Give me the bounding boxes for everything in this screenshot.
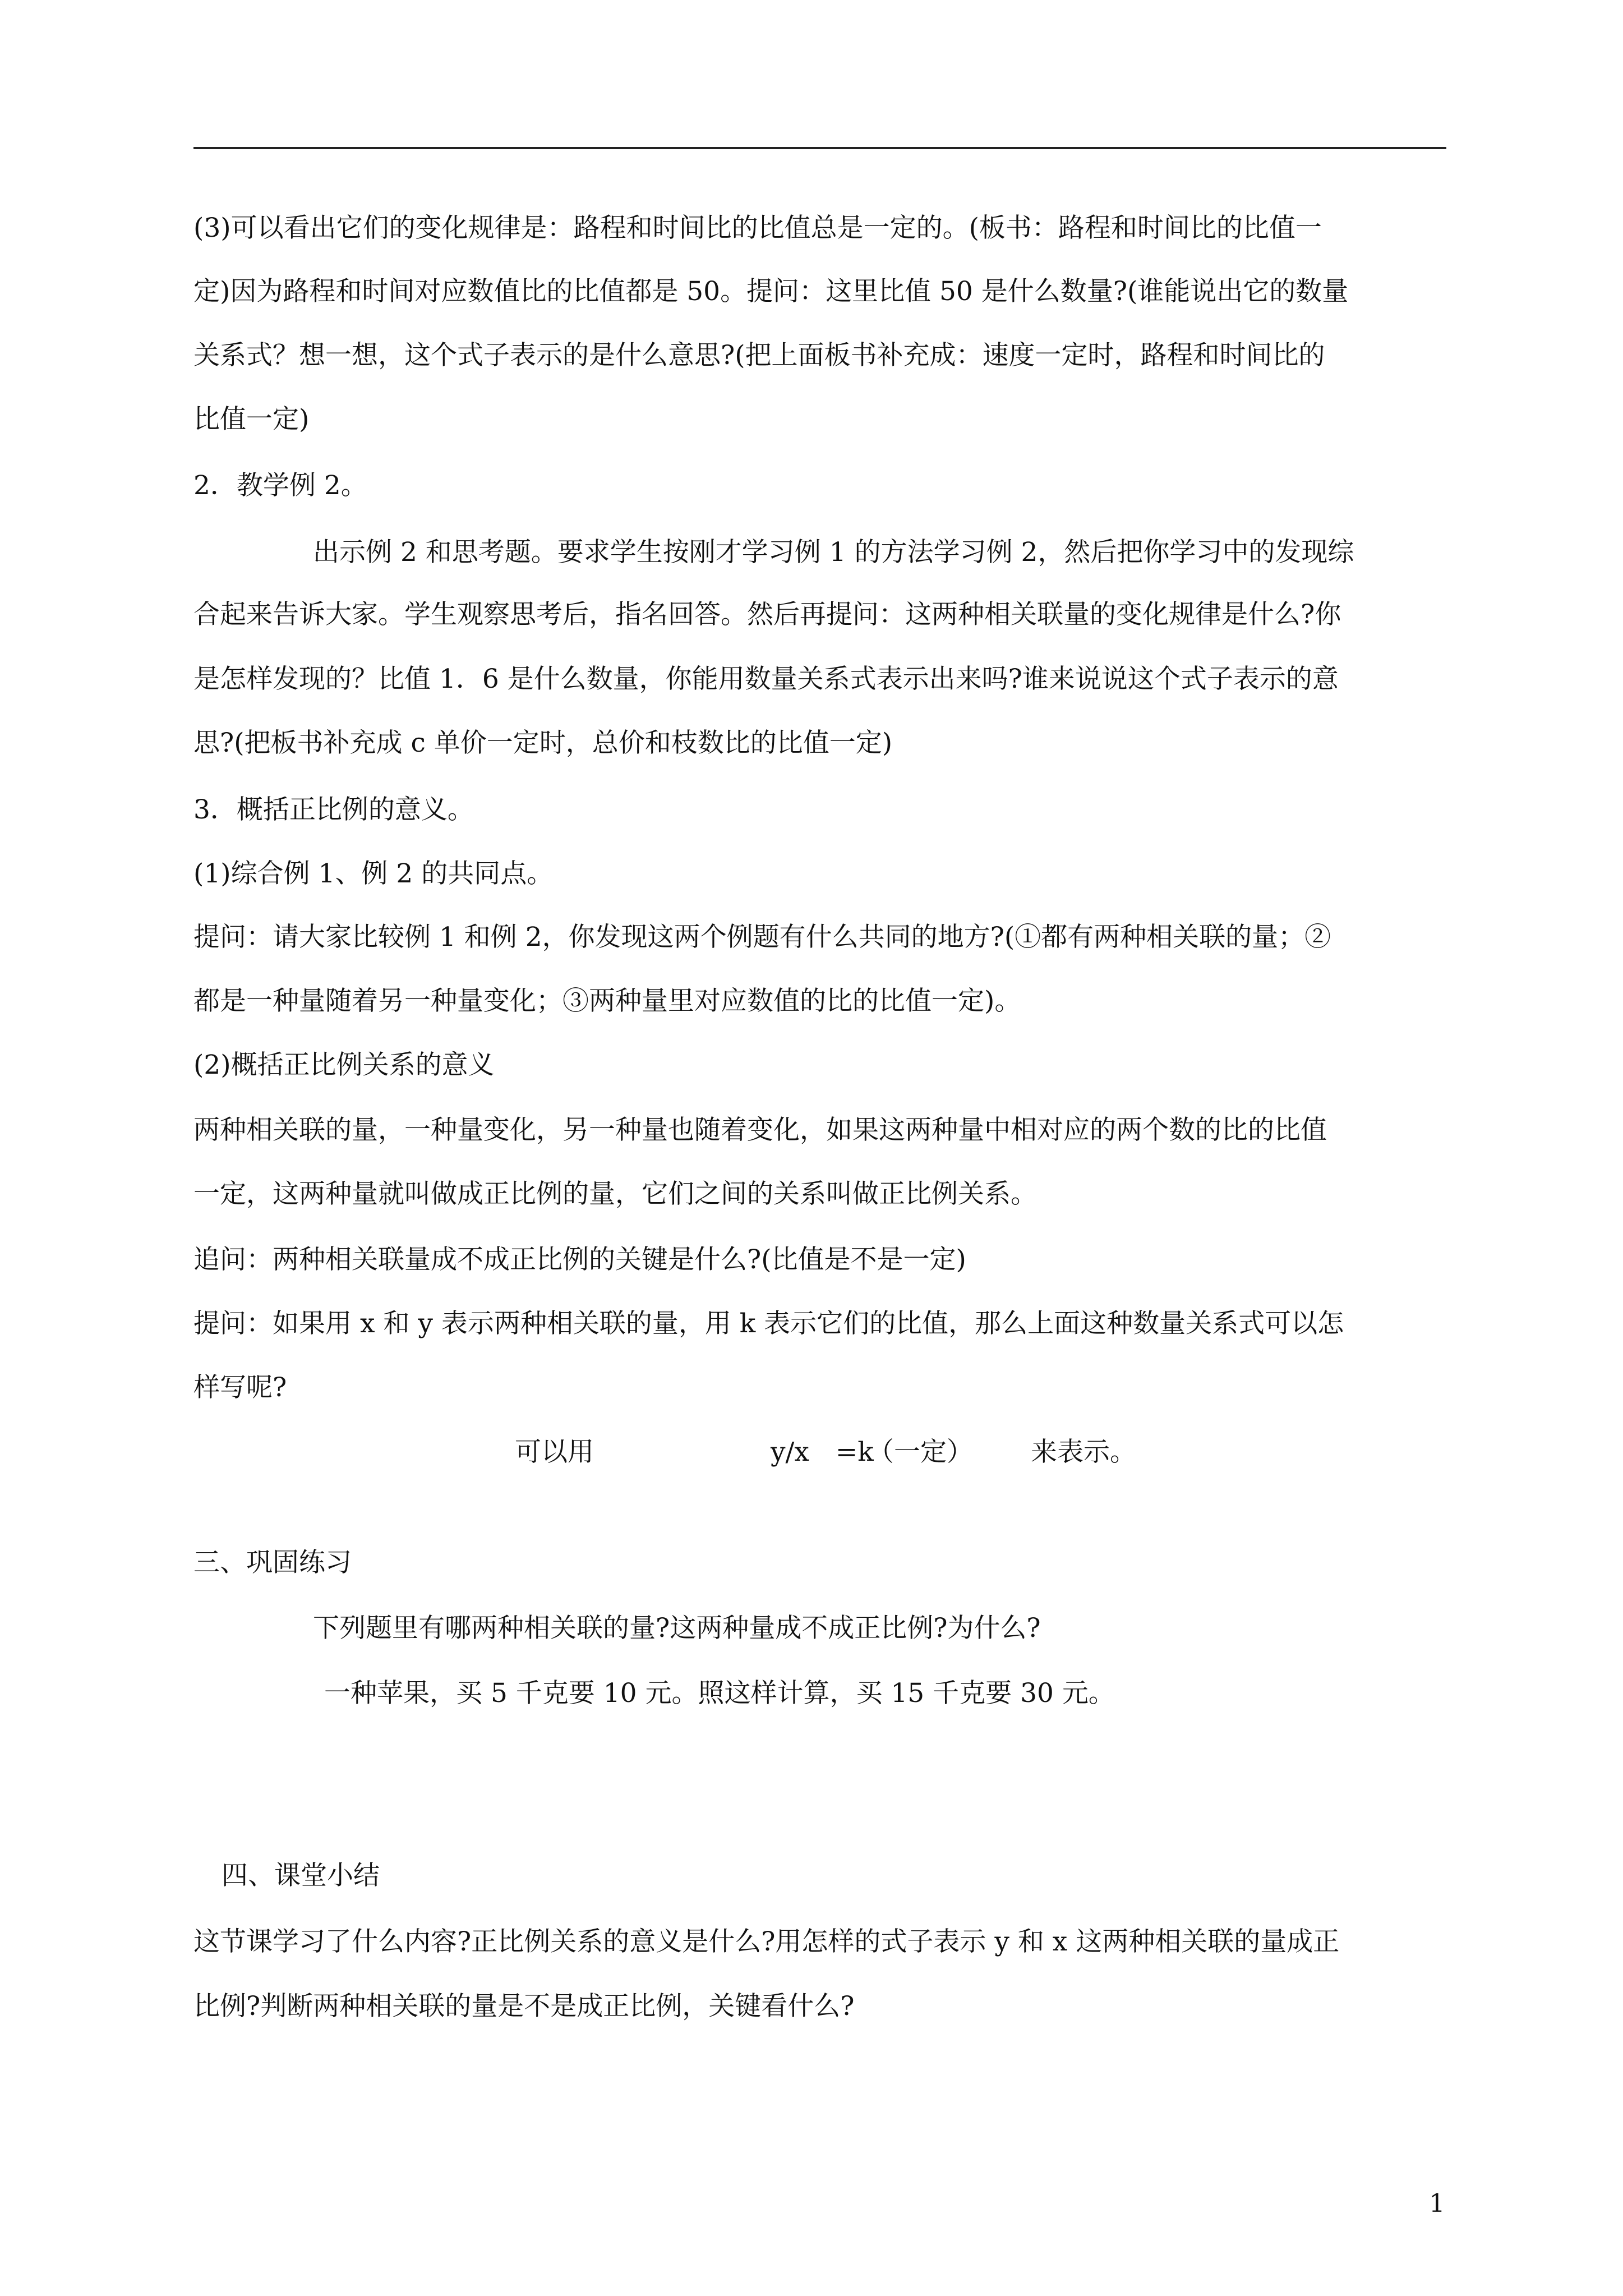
section-item: 2．教学例 2。 [193, 470, 367, 501]
paragraph-line: 关系式？想一想，这个式子表示的是什么意思?(把上面板书补充成：速度一定时，路程和时间比的 [193, 340, 1325, 371]
paragraph-line: 是怎样发现的？比值 1．6 是什么数量，你能用数量关系式表示出来吗?谁来说说这个式子表示的意 [193, 664, 1339, 694]
paragraph-line: 定)因为路程和时间对应数值比的比值都是 50。提问：这里比值 50 是什么数量?(谁能说出它的数量 [193, 276, 1349, 307]
paragraph-line: (2)概括正比例关系的意义 [193, 1050, 495, 1080]
section-heading: 四、课堂小结 [222, 1860, 380, 1891]
formula-prefix: 可以用 [515, 1437, 594, 1467]
exercise-question: 下列题里有哪两种相关联的量?这两种量成不成正比例?为什么? [313, 1613, 1041, 1644]
page-number: 1 [1429, 2188, 1445, 2218]
paragraph-line: (1)综合例 1、例 2 的共同点。 [193, 858, 554, 889]
section-item: 3．概括正比例的意义。 [193, 794, 474, 825]
paragraph-line: 思?(把板书补充成 c 单价一定时，总价和枝数比的比值一定) [193, 728, 893, 758]
paragraph-line: 这节课学习了什么内容?正比例关系的意义是什么?用怎样的式子表示 y 和 x 这两种相关联的量成正 [193, 1926, 1340, 1957]
paragraph-line: 一定，这两种量就叫做成正比例的量，它们之间的关系叫做正比例关系。 [193, 1179, 1037, 1209]
formula-expression: y/x =k [771, 1437, 874, 1467]
paragraph-line: (3)可以看出它们的变化规律是：路程和时间比的比值总是一定的。(板书：路程和时间比的比值一 [193, 213, 1322, 243]
paragraph-line: 提问：如果用 x 和 y 表示两种相关联的量，用 k 表示它们的比值，那么上面这种数量关系式可以怎 [193, 1308, 1344, 1339]
paragraph-line: 合起来告诉大家。学生观察思考后，指名回答。然后再提问：这两种相关联量的变化规律是什么?你 [193, 599, 1341, 630]
paragraph-line: 出示例 2 和思考题。要求学生按刚才学习例 1 的方法学习例 2，然后把你学习中的发现综 [313, 537, 1354, 568]
exercise-item: 一种苹果，买 5 千克要 10 元。照这样计算，买 15 千克要 30 元。 [324, 1678, 1115, 1709]
paragraph-line: 追问：两种相关联量成不成正比例的关键是什么?(比值是不是一定) [193, 1244, 966, 1275]
formula-note: （一定） [868, 1437, 973, 1467]
paragraph-line: 样写呢? [193, 1372, 287, 1403]
header-rule [193, 147, 1446, 149]
paragraph-line: 比例?判断两种相关联的量是不是成正比例，关键看什么? [193, 1991, 855, 2022]
paragraph-line: 都是一种量随着另一种量变化；③两种量里对应数值的比的比值一定)。 [193, 986, 1021, 1016]
paragraph-line: 提问：请大家比较例 1 和例 2，你发现这两个例题有什么共同的地方?(①都有两种相关联的量；② [193, 922, 1331, 953]
section-heading: 三、巩固练习 [193, 1547, 352, 1578]
formula-suffix: 来表示。 [1031, 1437, 1136, 1467]
paragraph-line: 两种相关联的量，一种量变化，另一种量也随着变化，如果这两种量中相对应的两个数的比的比值 [193, 1115, 1327, 1145]
paragraph-line: 比值一定) [193, 404, 310, 435]
